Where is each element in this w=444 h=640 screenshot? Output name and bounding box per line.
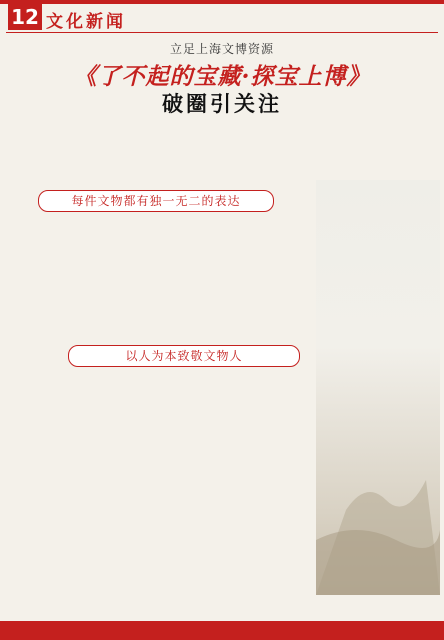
exhibit-artwork-icon [316, 180, 440, 595]
header-rule [6, 32, 438, 33]
page-number: 12 [8, 4, 42, 30]
feature-photo [316, 180, 440, 595]
section-heading-2: 以人为本致敬文物人 [68, 345, 300, 367]
section-title: 文化新闻 [46, 12, 126, 32]
article-subtitle: 破圈引关注 [162, 92, 282, 116]
top-rule [0, 0, 444, 4]
article-kicker: 立足上海文博资源 [169, 42, 274, 56]
section-heading-1: 每件文物都有独一无二的表达 [38, 190, 274, 212]
article-title: 《了不起的宝藏·探宝上博》 [73, 63, 371, 90]
footer-bar [0, 621, 444, 640]
